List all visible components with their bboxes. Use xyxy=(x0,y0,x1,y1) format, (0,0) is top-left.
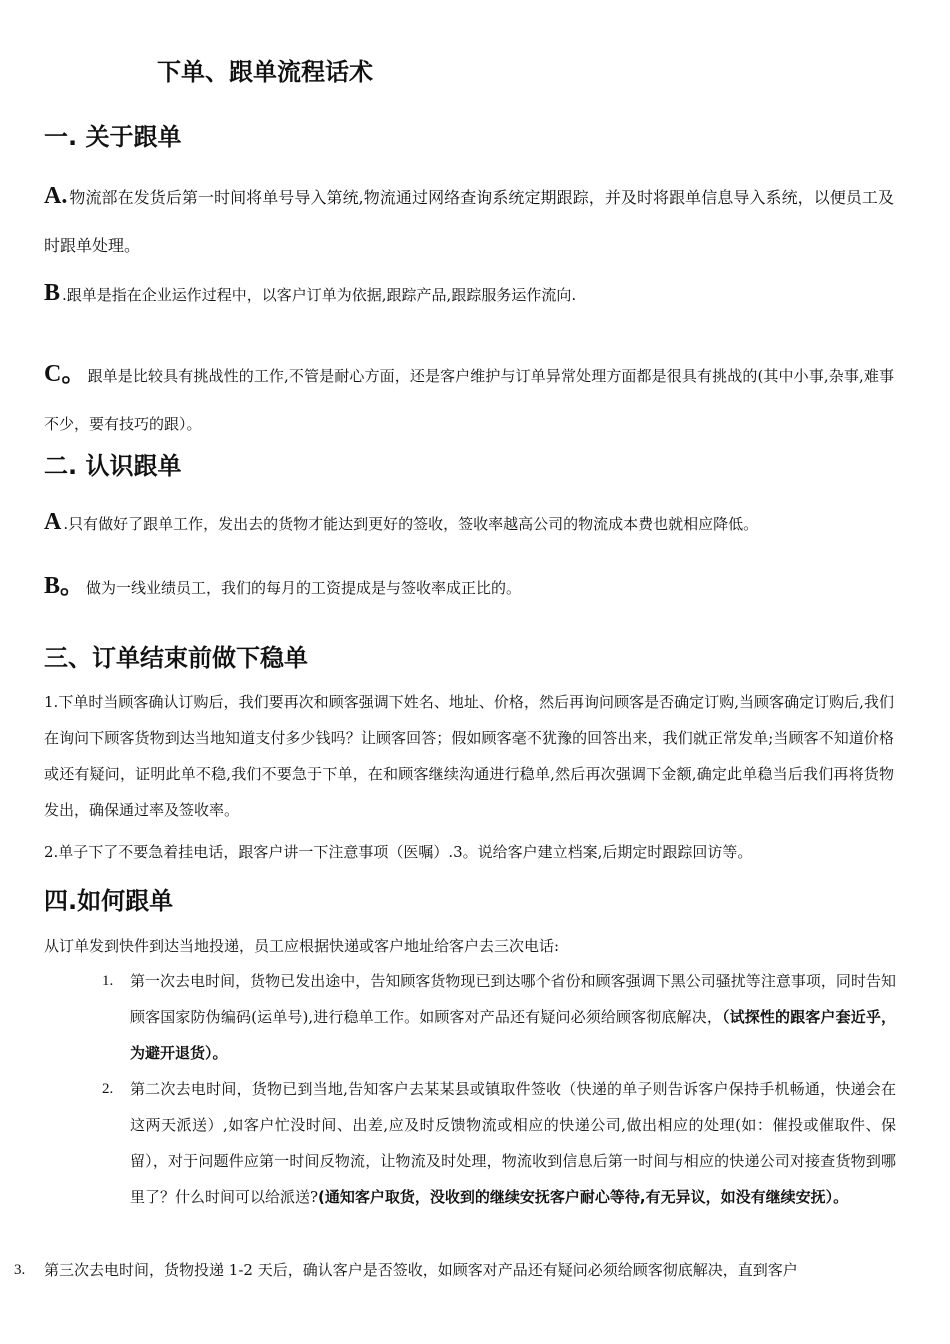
section-heading-2: 二. 认识跟单 xyxy=(44,452,182,480)
item-letter: B。 xyxy=(44,573,85,599)
paragraph-1c xyxy=(44,350,894,448)
list-item-1 xyxy=(130,963,896,1071)
paragraph-3-1: 1.下单时当顾客确认订购后，我们要再次和顾客强调下姓名、地址、价格，然后再询问顾客是否确定订购,当顾客确定订购后,我们在询问下顾客货物到达当地知道支付多少钱吗？让顾客回答；假如顾客毫不犹豫的回答出来，我们就正常发单;当顾客不知道价格或还有疑问，证明此单不稳,我们不要急于下单，在和顾客继续沟通进行稳单,然后再次强调下金额,确定此单稳当后我们再将货物发出，确保通过率及签收率。 xyxy=(44,693,894,819)
page-title: 下单、跟单流程话术 xyxy=(157,58,373,86)
item-letter: A xyxy=(44,509,62,535)
list-item-bold-note: (通知客户取货，没收到的继续安抚客户耐心等待,有无异议，如没有继续安抚）。 xyxy=(318,1188,849,1206)
paragraph-text: 做为一线业绩员工，我们的每月的工资提成是与签收率成正比的。 xyxy=(86,579,522,597)
section-heading-4: 四.如何跟单 xyxy=(44,887,174,915)
list-item-3 xyxy=(44,1252,894,1288)
list-item-text: 第二次去电时间，货物已到当地,告知客户去某某县或镇取件签收（快递的单子则告诉客户保持手机畅通，快递会在这两天派送）,如客户忙没时间、出差,应及时反馈物流或相应的快递公司,做出相应的处理(如：催投或催取件、保留），对于问题件应第一时间反物流，让物流及时处理，物流收到信息后第一时间与相应的快递公司对接查货物到哪里了？什么时间可以给派送? xyxy=(130,1080,896,1206)
paragraph-1b xyxy=(44,269,894,319)
list-item-text: 第三次去电时间，货物投递 1-2 天后，确认客户是否签收，如顾客对产品还有疑问必须给顾客彻底解决，直到客户 xyxy=(44,1261,798,1279)
paragraph-3-2: 2.单子下了不要急着挂电话，跟客户讲一下注意事项（医嘱）.3。说给客户建立档案,后期定时跟踪回访等。 xyxy=(44,843,753,861)
item-letter: B xyxy=(44,280,61,306)
paragraph-2a xyxy=(44,504,894,542)
list-number-3: 3. xyxy=(14,1262,26,1278)
paragraph-text: .跟单是指在企业运作过程中，以客户订单为依据,跟踪产品,跟踪服务运作流向. xyxy=(62,286,577,304)
item-letter: C。 xyxy=(44,361,86,387)
paragraph-2b xyxy=(44,568,894,606)
list-item-2 xyxy=(130,1071,896,1215)
section-heading-3: 三、订单结束前做下稳单 xyxy=(44,644,308,672)
list-number-1: 1. xyxy=(102,973,114,989)
list-number-2: 2. xyxy=(102,1081,114,1097)
list-item-text: 第一次去电时间，货物已发出途中，告知顾客货物现已到达哪个省份和顾客强调下黑公司骚扰等注意事项，同时告知顾客国家防伪编码(运单号),进行稳单工作。如顾客对产品还有疑问必须给顾客彻底解决， xyxy=(130,972,896,1026)
paragraph-1a xyxy=(44,172,894,270)
item-letter: A. xyxy=(44,183,68,209)
paragraph-text: 物流部在发货后第一时间将单号导入第统,物流通过网络查询系统定期跟踪，并及时将跟单信息导入系统，以便员工及时跟单处理。 xyxy=(44,188,894,255)
paragraph-4-intro: 从订单发到快件到达当地投递，员工应根据快递或客户地址给客户去三次电话: xyxy=(44,937,560,955)
paragraph-text: 跟单是比较具有挑战性的工作,不管是耐心方面，还是客户维护与订单异常处理方面都是很具有挑战的(其中小事,杂事,难事不少，要有技巧的跟）。 xyxy=(44,367,894,433)
paragraph-text: .只有做好了跟单工作，发出去的货物才能达到更好的签收，签收率越高公司的物流成本费也就相应降低。 xyxy=(63,515,759,533)
section-heading-1: 一. 关于跟单 xyxy=(44,123,182,151)
list-item-bold-note: （试探性的跟客户套近乎，为避开退货）。 xyxy=(130,1008,896,1062)
